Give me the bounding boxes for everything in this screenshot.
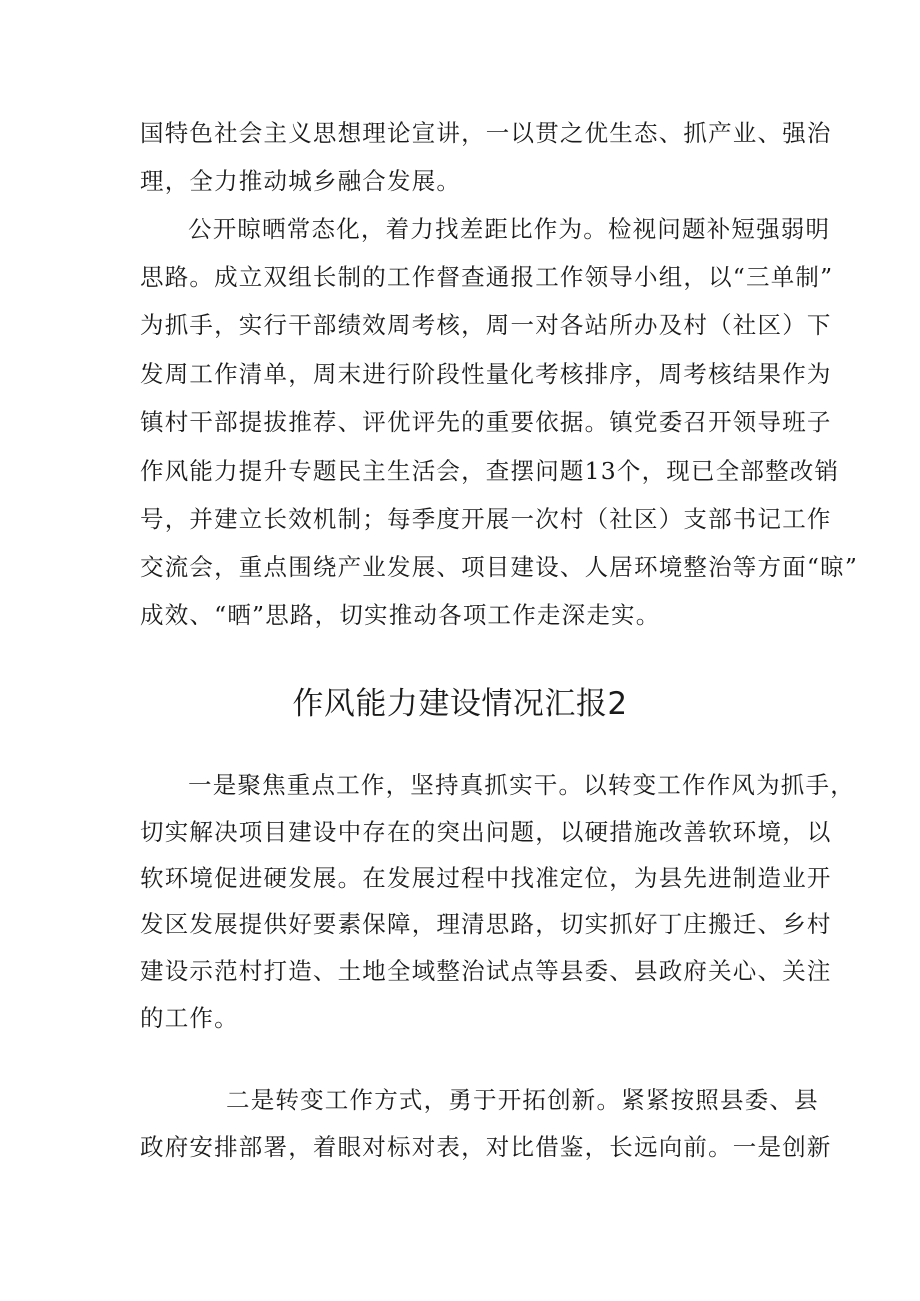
text-line: 二是转变工作方式，勇于开拓创新。紧紧按照县委、县 xyxy=(226,1086,819,1114)
text-line: 成效、“晒”思路，切实推动各项工作走深走实。 xyxy=(140,601,661,629)
text-line: 交流会，重点围绕产业发展、项目建设、人居环境整治等方面“晾” xyxy=(140,553,859,581)
text-line: 一是聚焦重点工作，坚持真抓实干。以转变工作作风为抓手， xyxy=(188,771,855,799)
section-title: 作风能力建设情况汇报2 xyxy=(292,686,628,722)
text-line: 为抓手，实行干部绩效周考核，周一对各站所办及村（社区）下 xyxy=(140,311,832,339)
text-line: 切实解决项目建设中存在的突出问题，以硬措施改善软环境，以 xyxy=(140,818,832,846)
text-line: 作风能力提升专题民主生活会，查摆问题13个，现已全部整改销 xyxy=(140,457,840,485)
text-line: 软环境促进硬发展。在发展过程中找准定位，为县先进制造业开 xyxy=(140,864,832,892)
text-line: 理，全力推动城乡融合发展。 xyxy=(140,167,462,195)
text-line: 政府安排部署，着眼对标对表，对比借鉴，长远向前。一是创新 xyxy=(140,1133,832,1161)
text-line: 号，并建立长效机制；每季度开展一次村（社区）支部书记工作 xyxy=(140,505,832,533)
text-line: 发区发展提供好要素保障，理清思路，切实抓好丁庄搬迁、乡村 xyxy=(140,910,832,938)
text-line: 的工作。 xyxy=(140,1004,239,1032)
text-line: 镇村干部提拔推荐、评优评先的重要依据。镇党委召开领导班子 xyxy=(140,408,832,436)
text-line: 国特色社会主义思想理论宣讲，一以贯之优生态、抓产业、强治 xyxy=(140,119,832,147)
text-line: 建设示范村打造、土地全域整治试点等县委、县政府关心、关注 xyxy=(140,957,832,985)
text-line: 公开晾晒常态化，着力找差距比作为。检视问题补短强弱明 xyxy=(188,215,831,243)
text-line: 思路。成立双组长制的工作督查通报工作领导小组，以“三单制” xyxy=(140,263,834,291)
text-line: 发周工作清单，周末进行阶段性量化考核排序，周考核结果作为 xyxy=(140,360,832,388)
